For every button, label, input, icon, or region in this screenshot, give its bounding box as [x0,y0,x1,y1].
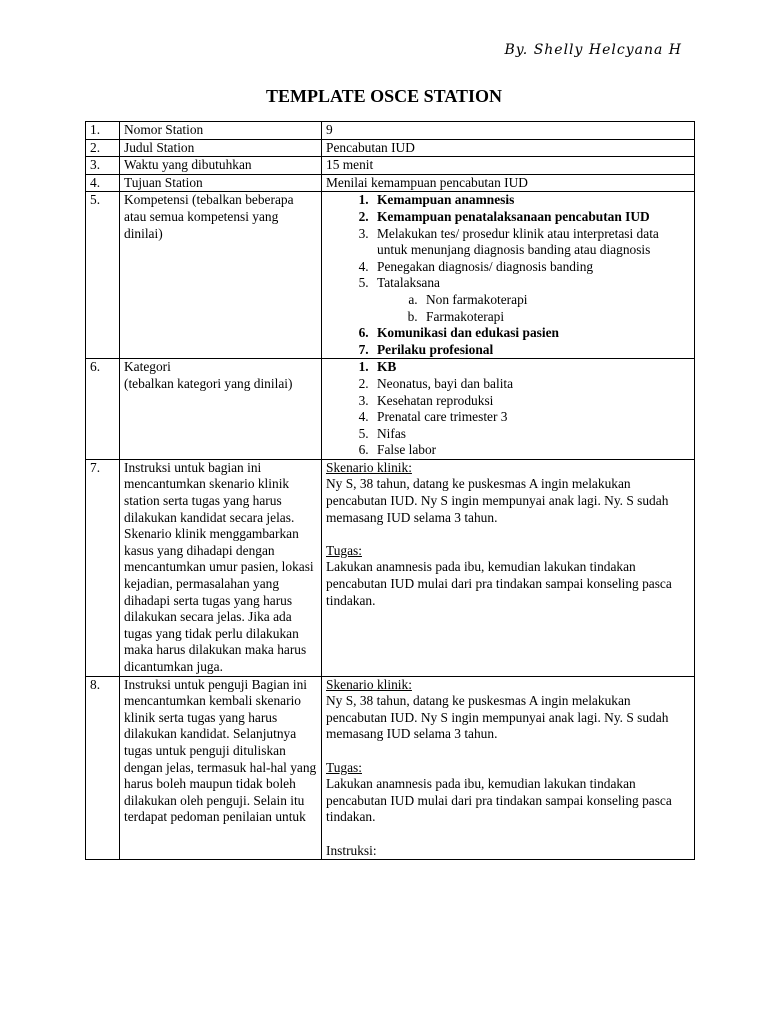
list-item: 5. Nifas [372,426,690,443]
kategori-list-cell [322,359,695,460]
row-number: 3. [86,157,120,175]
row-label: Kompetensi (tebalkan beberapa atau semua kompetensi yang dinilai) [120,192,322,359]
list-item: 4. Prenatal care trimester 3 [372,409,690,426]
list-item: 2. Neonatus, bayi dan balita [372,376,690,393]
skenario-heading: Skenario klinik: [326,676,412,692]
row-number: 2. [86,139,120,157]
skenario-heading: Skenario klinik: [326,459,412,475]
instruksi-penguji-row [86,676,695,860]
kategori-label-cell [120,359,322,460]
tugas-heading: Tugas: [326,759,362,775]
list-item: 1. KB [372,359,690,376]
table-row [86,174,695,192]
tugas-text: Lakukan anamnesis pada ibu, kemudian lakukan tindakan pencabutan IUD mulai dari pra tindakan sampai konseling pasca tindakan. [326,776,672,825]
row-label: Judul Station [120,139,322,157]
table-row [86,122,695,140]
list-item: 3. Melakukan tes/ prosedur klinik atau interpretasi data untuk menunjang diagnosis banding atau diagnosis [372,226,690,259]
instruksi-heading: Instruksi: [326,842,377,858]
osce-station-table [85,121,695,860]
row-value: 9 [322,122,695,140]
instruksi-kandidat-row [86,459,695,676]
list-item [372,275,690,325]
row-note: (tebalkan kategori yang dinilai) [124,375,293,391]
row-label: Instruksi untuk penguji Bagian ini mencantumkan kembali skenario klinik serta tugas yang harus dilakukan kandidat. Selanjutnya tugas untuk penguji dituliskan dengan jelas, termasuk hal-hal yang harus boleh maupun tidak boleh dilakukan oleh penguji. Selain itu terdapat pedoman penilaian untuk [120,676,322,860]
kompetensi-row [86,192,695,359]
list-item: 2. Kemampuan penatalaksanaan pencabutan IUD [372,209,690,226]
row-label: Instruksi untuk bagian ini mencantumkan skenario klinik station serta tugas yang harus dilakukan kandidat secara jelas. Skenario klinik menggambarkan kasus yang dihadapi dengan mencantumkan umur pasien, lokasi kejadian, permasalahan yang dihadapi serta tugas yang harus dilakukan secara jelas. Jika ada tugas yang tidak perlu dilakukan maka harus dilakukan maka harus dicantumkan juga. [120,459,322,676]
row-number: 4. [86,174,120,192]
sub-list-item: a. Non farmakoterapi [421,292,690,309]
row-number: 8. [86,676,120,860]
document-title: TEMPLATE OSCE STATION [265,86,503,106]
kategori-row [86,359,695,460]
scenario-cell [322,676,695,860]
row-number: 7. [86,459,120,676]
sub-list-item: b. Farmakoterapi [421,309,690,326]
row-label: Tujuan Station [120,174,322,192]
kompetensi-list-cell [322,192,695,359]
list-item-label: Tatalaksana [377,275,441,291]
row-label: Kategori [124,359,171,375]
row-value: 15 menit [322,157,695,175]
kategori-list [326,359,690,459]
table-row [86,139,695,157]
list-item: 3. Kesehatan reproduksi [372,393,690,410]
tatalaksana-sublist [377,292,690,325]
row-value: Pencabutan IUD [322,139,695,157]
row-number: 1. [86,122,120,140]
table-row [86,157,695,175]
row-value: Menilai kemampuan pencabutan IUD [322,174,695,192]
row-number: 6. [86,359,120,460]
row-number: 5. [86,192,120,359]
row-label: Waktu yang dibutuhkan [120,157,322,175]
skenario-text: Ny S, 38 tahun, datang ke puskesmas A ingin melakukan pencabutan IUD. Ny S ingin mempunyai anak lagi. Ny. S sudah memasang IUD selama 3 tahun. [326,476,669,525]
list-item: 6. Komunikasi dan edukasi pasien [372,325,690,342]
list-item: 6. False labor [372,442,690,459]
skenario-text: Ny S, 38 tahun, datang ke puskesmas A ingin melakukan pencabutan IUD. Ny S ingin mempunyai anak lagi. Ny. S sudah memasang IUD selama 3 tahun. [326,693,669,742]
author-signature: By. Shelly Helcyana H [504,42,682,58]
tugas-heading: Tugas: [326,542,362,558]
list-item: 1. Kemampuan anamnesis [372,192,690,209]
scenario-cell [322,459,695,676]
row-label: Nomor Station [120,122,322,140]
kompetensi-list [326,192,690,358]
tugas-text: Lakukan anamnesis pada ibu, kemudian lakukan tindakan pencabutan IUD mulai dari pra tindakan sampai konseling pasca tindakan. [326,559,672,608]
list-item: 7. Perilaku profesional [372,342,690,359]
list-item: 4. Penegakan diagnosis/ diagnosis banding [372,259,690,276]
